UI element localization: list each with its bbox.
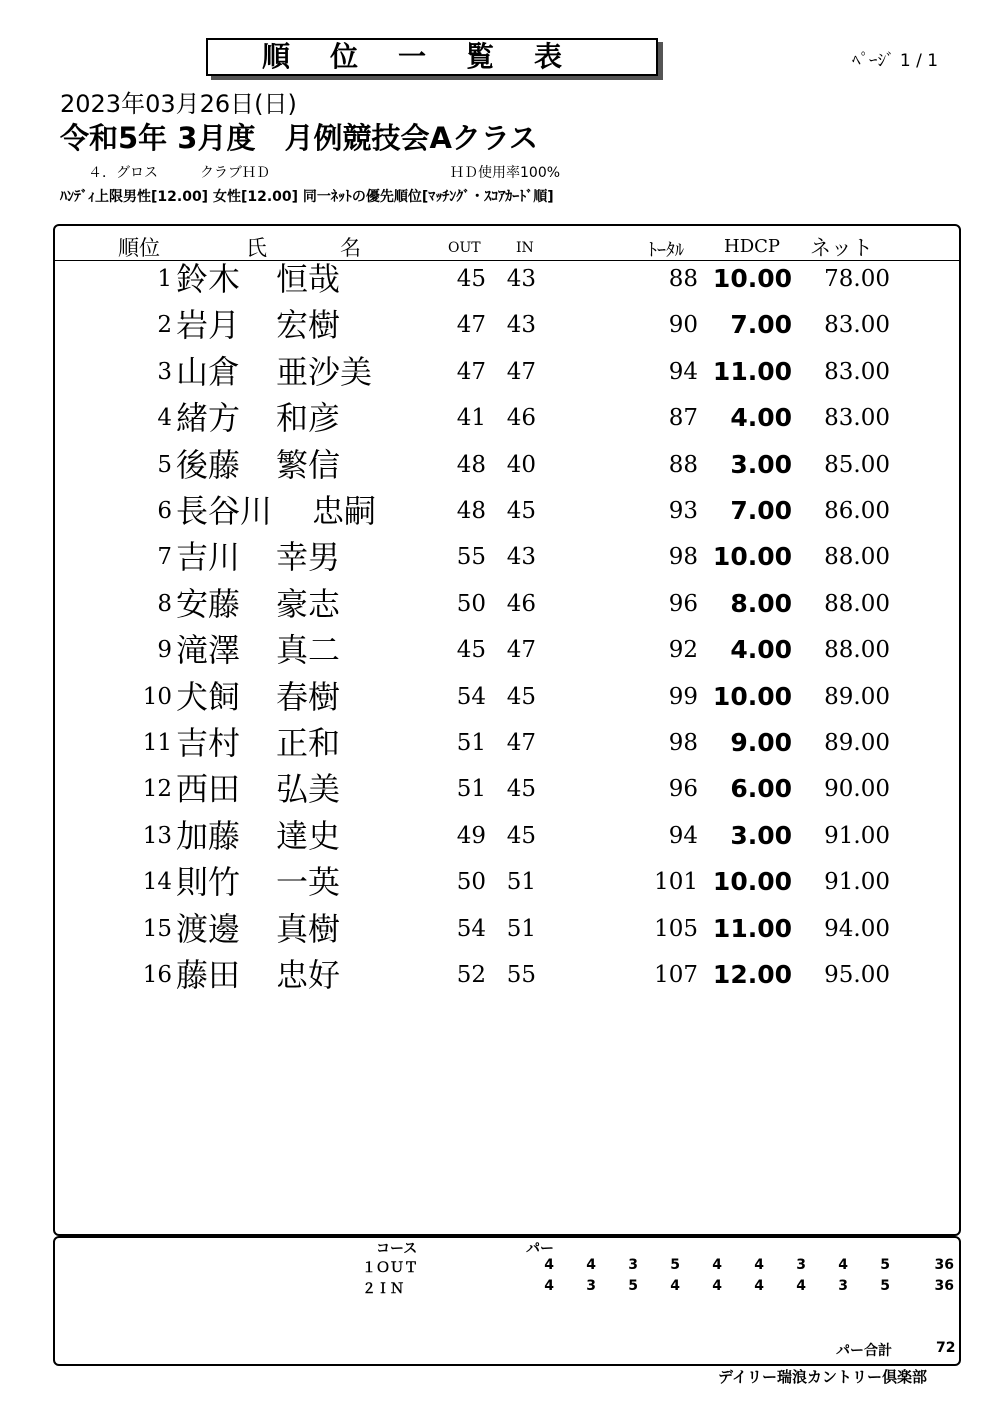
in-score-cell: 45	[506, 498, 536, 524]
net-score-cell: 95.00	[824, 962, 890, 988]
event-name: 令和5年 3月度 月例競技会Aクラス	[60, 121, 539, 155]
in-score-cell: 46	[506, 405, 536, 432]
in-score-cell: 51	[506, 915, 536, 942]
total-score-cell: 88	[668, 266, 698, 292]
hole-par: 5	[670, 1257, 680, 1273]
hdcp-cell: 7.00	[730, 496, 792, 525]
family-name-cell: 安藤	[176, 584, 241, 623]
rank-cell: 15	[142, 915, 172, 942]
table-row	[0, 813, 1000, 859]
total-score-cell: 107	[654, 962, 698, 988]
total-score-cell: 93	[668, 498, 698, 524]
out-score-cell: 47	[456, 312, 486, 339]
net-score-cell: 88.00	[824, 544, 890, 571]
hole-par: 4	[796, 1278, 806, 1294]
rank-cell: 4	[157, 405, 172, 432]
col-net: ネット	[810, 236, 873, 260]
table-row	[0, 627, 1000, 673]
rank-cell: 7	[157, 544, 172, 571]
family-name-cell: 犬飼	[176, 677, 241, 716]
out-score-cell: 45	[456, 637, 486, 664]
net-score-cell: 85.00	[824, 451, 890, 478]
net-score-cell: 83.00	[824, 358, 890, 385]
family-name-cell: 吉村	[176, 724, 241, 762]
table-row	[0, 906, 1000, 952]
rank-cell: 3	[157, 358, 172, 385]
given-name-cell: 忠嗣	[312, 492, 377, 530]
course-line-name: １ＯＵＴ	[362, 1260, 418, 1276]
rank-cell: 1	[157, 266, 172, 292]
hole-par: 4	[754, 1278, 764, 1294]
family-name-cell: 長谷川	[176, 492, 273, 530]
out-score-cell: 54	[456, 915, 486, 942]
event-date: 2023年03月26日(日)	[60, 90, 297, 118]
total-score-cell: 94	[668, 358, 698, 385]
in-score-cell: 43	[506, 312, 536, 339]
family-name-cell: 西田	[176, 770, 241, 809]
table-row	[0, 952, 1000, 998]
club-name: デイリー瑞浪カントリー倶楽部	[718, 1368, 927, 1386]
page-title: 順位一覧表	[206, 38, 658, 76]
in-score-cell: 51	[506, 869, 536, 896]
in-score-cell: 55	[506, 962, 536, 988]
in-score-cell: 45	[506, 776, 536, 803]
rank-cell: 8	[157, 590, 172, 617]
hdcp-cell: 11.00	[712, 913, 792, 943]
net-score-cell: 83.00	[824, 312, 890, 339]
out-score-cell: 55	[456, 544, 486, 571]
hole-par: 4	[754, 1257, 764, 1273]
given-name-cell: 忠好	[276, 956, 341, 994]
hdcp-cell: 12.00	[712, 960, 792, 989]
sort-type: ４．グロス	[88, 165, 158, 181]
hdcp-cell: 10.00	[712, 681, 792, 711]
out-score-cell: 54	[456, 683, 486, 710]
hole-par: 4	[712, 1257, 722, 1273]
table-row	[0, 302, 1000, 348]
rank-cell: 16	[142, 962, 172, 988]
table-row	[0, 534, 1000, 580]
total-score-cell: 105	[654, 915, 698, 942]
table-row	[0, 720, 1000, 766]
family-name-cell: 緒方	[176, 399, 241, 438]
family-name-cell: 鈴木	[176, 260, 241, 298]
col-rank: 順位	[118, 236, 160, 260]
out-score-cell: 49	[456, 822, 486, 849]
hdcp-cell: 8.00	[730, 588, 792, 618]
given-name-cell: 春樹	[276, 677, 341, 716]
given-name-cell: 幸男	[276, 538, 341, 577]
hole-par: 4	[544, 1278, 554, 1294]
given-name-cell: 達史	[276, 816, 341, 855]
in-score-cell: 47	[506, 730, 536, 756]
in-score-cell: 43	[506, 266, 536, 292]
total-score-cell: 94	[668, 822, 698, 849]
out-score-cell: 51	[456, 730, 486, 756]
given-name-cell: 一英	[276, 863, 341, 902]
given-name-cell: 弘美	[276, 770, 341, 809]
table-row	[0, 442, 1000, 488]
rank-cell: 11	[142, 730, 172, 756]
hdcp-cell: 4.00	[730, 635, 792, 665]
hdcp-cell: 10.00	[712, 867, 792, 897]
family-name-cell: 後藤	[176, 445, 241, 484]
total-score-cell: 99	[668, 683, 698, 710]
total-score-cell: 98	[668, 730, 698, 756]
handicap-rule: ﾊﾝﾃﾞｨ上限男性[12.00] 女性[12.00] 同一ﾈｯﾄの優先順位[ﾏｯﾁﾝｸﾞ・ｽｺｱｶｰﾄﾞ順]	[60, 189, 554, 205]
in-score-cell: 45	[506, 683, 536, 710]
hole-par: 3	[796, 1257, 806, 1273]
out-score-cell: 47	[456, 358, 486, 385]
hole-par: 3	[586, 1278, 596, 1294]
par-total-label: パー合計	[836, 1343, 892, 1359]
hole-par: 5	[880, 1278, 890, 1294]
col-name-family: 氏	[246, 236, 267, 260]
out-score-cell: 45	[456, 266, 486, 292]
course-par-box	[53, 1236, 961, 1366]
hdcp-cell: 11.00	[712, 356, 792, 386]
total-score-cell: 88	[668, 451, 698, 478]
rank-cell: 9	[157, 637, 172, 664]
family-name-cell: 渡邊	[176, 909, 241, 948]
total-score-cell: 90	[668, 312, 698, 339]
family-name-cell: 則竹	[176, 863, 241, 902]
hdcp-cell: 6.00	[730, 774, 792, 804]
hole-par: 4	[712, 1278, 722, 1294]
col-name-given: 名	[340, 236, 361, 260]
net-score-cell: 83.00	[824, 405, 890, 432]
family-name-cell: 吉川	[176, 538, 241, 577]
total-score-cell: 96	[668, 590, 698, 617]
handicap-type: クラブＨＤ	[200, 165, 270, 181]
given-name-cell: 和彦	[276, 399, 341, 438]
hdcp-cell: 10.00	[712, 542, 792, 572]
total-score-cell: 92	[668, 637, 698, 664]
table-row	[0, 674, 1000, 720]
given-name-cell: 豪志	[276, 584, 341, 623]
given-name-cell: 宏樹	[276, 306, 341, 345]
course-label: コース	[376, 1241, 418, 1257]
hdcp-cell: 7.00	[730, 310, 792, 340]
out-score-cell: 48	[456, 451, 486, 478]
given-name-cell: 亜沙美	[276, 352, 373, 391]
net-score-cell: 78.00	[824, 266, 890, 292]
out-score-cell: 41	[456, 405, 486, 432]
page-number: ﾍﾟｰｼﾞ 1 / 1	[852, 51, 939, 71]
hdcp-cell: 3.00	[730, 449, 792, 479]
hole-par: 5	[880, 1257, 890, 1273]
hdcp-cell: 10.00	[712, 264, 792, 293]
handicap-rate: ＨＤ使用率100%	[450, 165, 561, 181]
rank-cell: 5	[157, 451, 172, 478]
hdcp-cell: 9.00	[730, 728, 792, 757]
family-name-cell: 山倉	[176, 352, 241, 391]
net-score-cell: 89.00	[824, 683, 890, 710]
rank-cell: 13	[142, 822, 172, 849]
par-label: パー	[526, 1241, 554, 1257]
hole-par: 4	[670, 1278, 680, 1294]
total-score-cell: 98	[668, 544, 698, 571]
hdcp-cell: 4.00	[730, 403, 792, 433]
net-score-cell: 88.00	[824, 590, 890, 617]
col-out: OUT	[448, 240, 481, 256]
hdcp-cell: 3.00	[730, 820, 792, 850]
total-score-cell: 96	[668, 776, 698, 803]
table-row	[0, 349, 1000, 395]
out-score-cell: 48	[456, 498, 486, 524]
table-row	[0, 859, 1000, 905]
family-name-cell: 藤田	[176, 956, 241, 994]
net-score-cell: 91.00	[824, 822, 890, 849]
course-line-total: 36	[934, 1278, 954, 1294]
net-score-cell: 88.00	[824, 637, 890, 664]
out-score-cell: 52	[456, 962, 486, 988]
out-score-cell: 50	[456, 869, 486, 896]
net-score-cell: 94.00	[824, 915, 890, 942]
in-score-cell: 40	[506, 451, 536, 478]
rank-cell: 10	[142, 683, 172, 710]
col-total: ﾄｰﾀﾙ	[648, 240, 684, 261]
hole-par: 5	[628, 1278, 638, 1294]
in-score-cell: 47	[506, 358, 536, 385]
hole-par: 4	[586, 1257, 596, 1273]
hole-par: 4	[544, 1257, 554, 1273]
family-name-cell: 岩月	[176, 306, 241, 345]
table-row	[0, 488, 1000, 534]
rank-cell: 12	[142, 776, 172, 803]
given-name-cell: 繁信	[276, 445, 341, 484]
family-name-cell: 滝澤	[176, 631, 241, 670]
total-score-cell: 101	[654, 869, 698, 896]
net-score-cell: 89.00	[824, 730, 890, 756]
net-score-cell: 91.00	[824, 869, 890, 896]
given-name-cell: 恒哉	[276, 260, 341, 298]
par-total-value: 72	[936, 1340, 956, 1356]
table-row	[0, 581, 1000, 627]
hole-par: 3	[838, 1278, 848, 1294]
table-row	[0, 256, 1000, 302]
given-name-cell: 真樹	[276, 909, 341, 948]
net-score-cell: 86.00	[824, 498, 890, 524]
course-line-total: 36	[934, 1257, 954, 1273]
table-row	[0, 395, 1000, 441]
in-score-cell: 46	[506, 590, 536, 617]
total-score-cell: 87	[668, 405, 698, 432]
out-score-cell: 51	[456, 776, 486, 803]
hole-par: 3	[628, 1257, 638, 1273]
hole-par: 4	[838, 1257, 848, 1273]
rank-cell: 6	[157, 498, 172, 524]
rank-cell: 14	[142, 869, 172, 896]
course-line-name: ２ＩＮ	[362, 1281, 404, 1297]
table-row	[0, 766, 1000, 812]
rank-cell: 2	[157, 312, 172, 339]
family-name-cell: 加藤	[176, 816, 241, 855]
col-in: IN	[516, 240, 534, 256]
out-score-cell: 50	[456, 590, 486, 617]
given-name-cell: 正和	[276, 724, 341, 762]
net-score-cell: 90.00	[824, 776, 890, 803]
in-score-cell: 43	[506, 544, 536, 571]
in-score-cell: 47	[506, 637, 536, 664]
given-name-cell: 真二	[276, 631, 341, 670]
col-hdcp: HDCP	[724, 236, 781, 257]
in-score-cell: 45	[506, 822, 536, 849]
